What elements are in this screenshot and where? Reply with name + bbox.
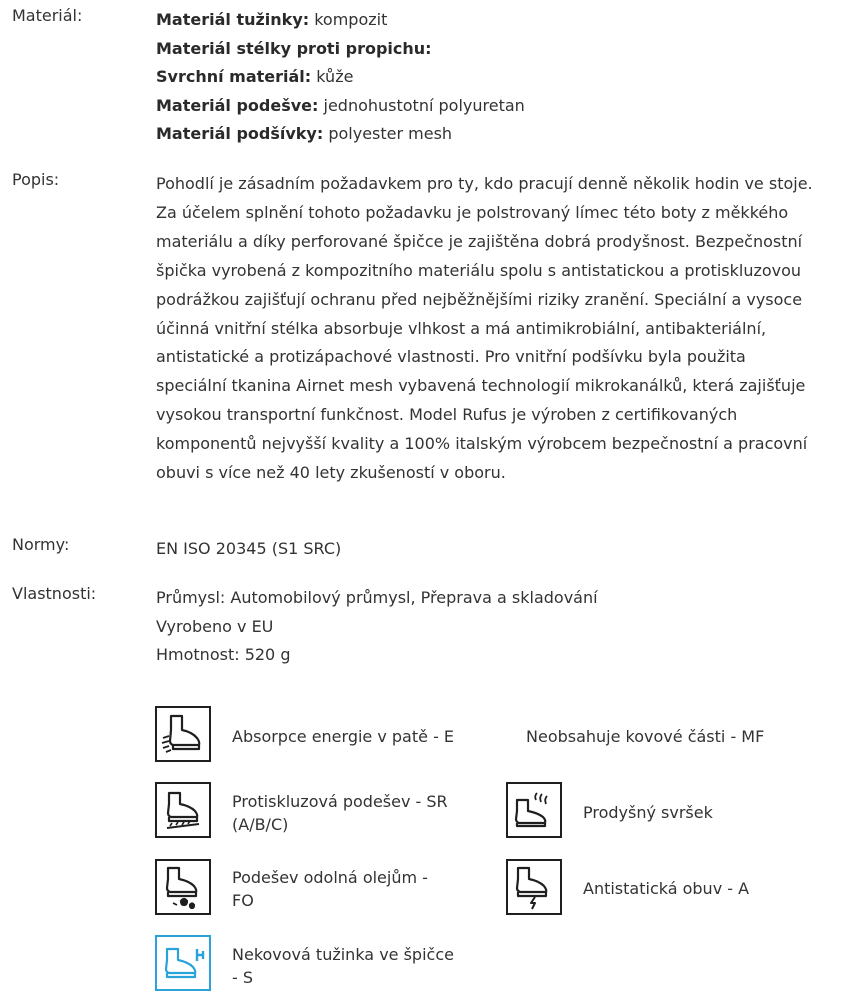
heel-energy-absorption-icon: [155, 706, 211, 762]
feature-label: Neobsahuje kovové části - MF: [526, 727, 765, 746]
material-item-upper-toecap: [156, 6, 832, 35]
material-key: Materiál podešve:: [156, 95, 319, 115]
popis-text: Pohodlí je zásadním požadavkem pro ty, kdo pracují denně několik hodin ve stoje. Za účelem splnění tohoto požadavku je polstrovaný límec této boty z měkkého materiálu a díky perforované špičce je zajištěna dobrá prodyšnost. Bezpečnostní špička vyrobená z kompozitního materiálu spolu s antistatickou a protiskluzovou podrážkou zajišťují ochranu před nejběžnějšími riziky zranění. Speciální a vysoce účinná vnitřní stélka absorbuje vlhkost a má antimikrobiální, antibakteriální, antistatické a protizápachové vlastnosti. Pro vnitřní podšívku byla použita speciální tkanina Airnet mesh vybavená technologií mikrokanálků, která zajišťuje vysokou transportní funkčnost. Model Rufus je výroben z certifikovaných komponentů nejvyšší kvality a 100% italským výrobcem bezpečnostní a pracovní obuvi s více než 40 lety zkušeností v oboru.: [156, 174, 813, 483]
feature-energy: [232, 725, 454, 748]
feature-label-2: (A/B/C): [232, 815, 289, 834]
vlastnosti-label: Vlastnosti:: [12, 584, 97, 603]
material-key: Materiál podšívky:: [156, 124, 324, 143]
material-item-upper: [156, 63, 832, 92]
non-metal-toecap-icon: [155, 935, 211, 991]
feature-label: Podešev odolná olejům -: [232, 868, 428, 887]
material-item-insole: [156, 35, 832, 64]
feature-label-2: FO: [232, 891, 254, 910]
popis-label: Popis:: [12, 170, 60, 189]
material-key: Materiál stélky proti propichu:: [156, 38, 432, 58]
antistatic-boot-icon: [506, 859, 562, 915]
feature-label: Antistatická obuv - A: [583, 879, 750, 898]
vlastnosti-line: Průmysl: Automobilový průmysl, Přeprava a skladování: [156, 588, 598, 607]
material-item-sole: [156, 92, 832, 121]
feature-label-2: - S: [232, 968, 254, 987]
feature-breathable: [583, 801, 713, 824]
vlastnosti-line: Hmotnost: 520 g: [156, 645, 291, 664]
feature-label: Prodyšný svršek: [583, 803, 713, 822]
vlastnosti-line: Vyrobeno v EU: [156, 616, 274, 636]
feature-oil: [232, 866, 428, 912]
material-value: polyester mesh: [323, 124, 453, 143]
feature-label: Protiskluzová podešev - SR: [232, 792, 448, 811]
feature-toecap: [232, 943, 454, 989]
material-key: Svrchní materiál:: [156, 67, 312, 86]
material-key: Materiál tužinky:: [156, 10, 310, 29]
material-value: kůže: [311, 67, 354, 86]
feature-label: Nekovová tužinka ve špičce: [232, 945, 454, 964]
vlastnosti-list: [156, 584, 832, 670]
feature-label: Absorpce energie v patě - E: [232, 727, 455, 746]
normy-value: EN ISO 20345 (S1 SRC): [156, 539, 342, 558]
feature-slip: [232, 790, 448, 836]
feature-antistatic: [583, 877, 749, 900]
material-item-lining: [156, 120, 832, 149]
material-value: kompozit: [309, 10, 388, 29]
material-list: [156, 6, 832, 149]
material-value: jednohustotní polyuretan: [318, 95, 525, 115]
oil-resistant-sole-icon: [155, 859, 211, 915]
normy-label: Normy:: [12, 535, 70, 554]
slip-resistant-sole-icon: [155, 782, 211, 838]
feature-metal-free: [526, 725, 764, 748]
material-label: Materiál:: [12, 6, 83, 25]
breathable-upper-icon: [506, 782, 562, 838]
